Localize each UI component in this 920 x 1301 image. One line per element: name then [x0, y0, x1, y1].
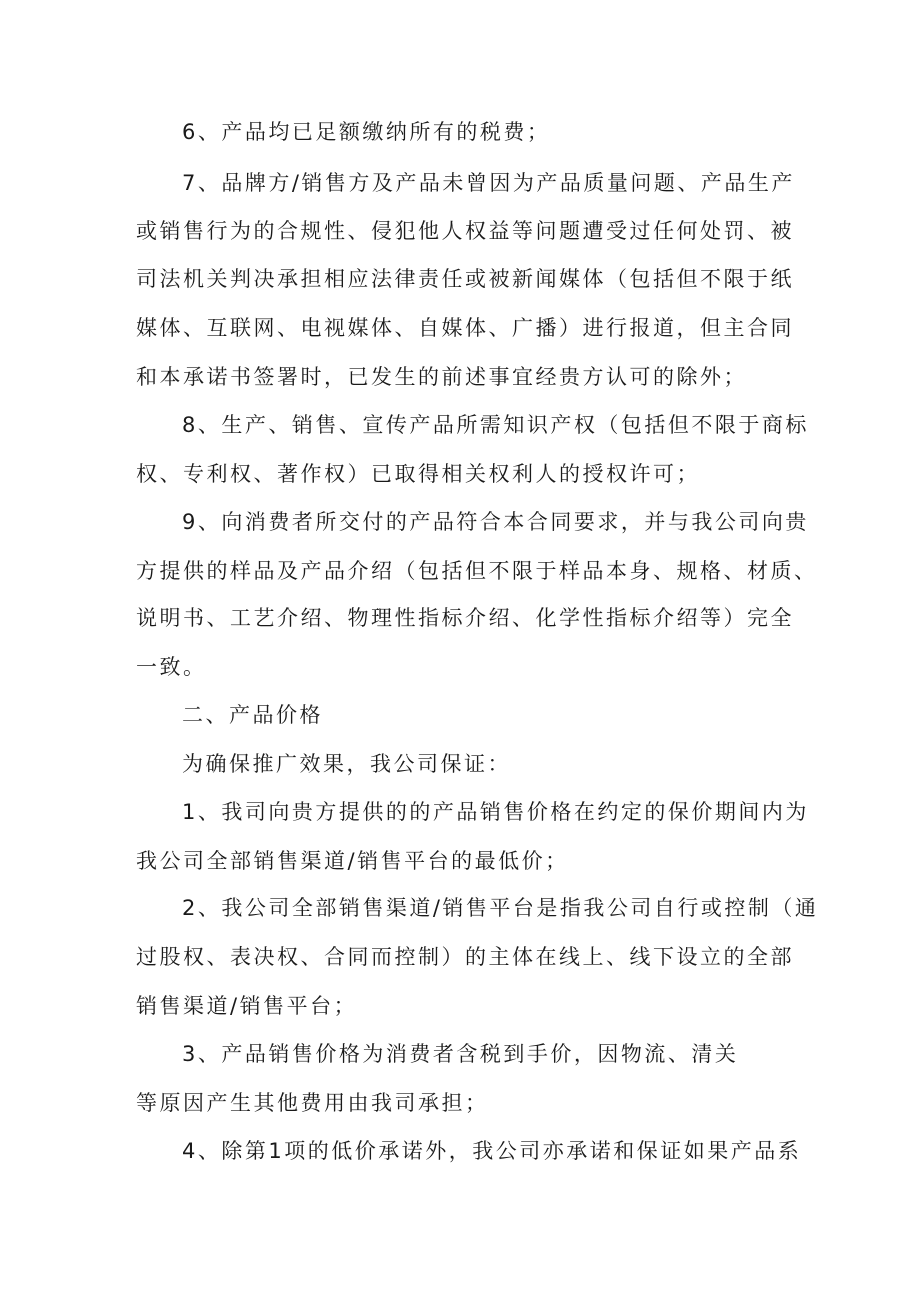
item-7-line-2: 或销售行为的合规性、侵犯他人权益等问题遭受过任何处罚、被 [136, 219, 794, 243]
item-8-line-1: 8、生产、销售、宣传产品所需知识产权（包括但不限于商标 [182, 413, 809, 437]
item-6-line-1: 6、产品均已足额缴纳所有的税费； [182, 120, 551, 144]
price-1-line-1: 1、我司向贵方提供的的产品销售价格在约定的保价期间内为 [182, 800, 809, 824]
price-2-line-2: 过股权、表决权、合同而控制）的主体在线上、线下设立的全部 [136, 945, 794, 969]
section-2-intro: 为确保推广效果，我公司保证： [182, 752, 511, 776]
item-7-line-4: 媒体、互联网、电视媒体、自媒体、广播）进行报道，但主合同 [136, 316, 794, 340]
item-9-line-1: 9、向消费者所交付的产品符合本合同要求，并与我公司向贵 [182, 510, 809, 534]
price-3-line-1: 3、产品销售价格为消费者含税到手价，因物流、清关 [182, 1042, 739, 1066]
item-9-line-3: 说明书、工艺介绍、物理性指标介绍、化学性指标介绍等）完全 [136, 606, 794, 630]
item-9-line-4: 一致。 [136, 655, 207, 679]
item-7-line-3: 司法机关判决承担相应法律责任或被新闻媒体（包括但不限于纸 [136, 267, 794, 291]
price-1-line-2: 我公司全部销售渠道/销售平台的最低价； [136, 849, 569, 873]
item-7-line-1: 7、品牌方/销售方及产品未曾因为产品质量问题、产品生产 [182, 171, 795, 195]
price-2-line-1: 2、我公司全部销售渠道/销售平台是指我公司自行或控制（通 [182, 896, 819, 920]
section-2-heading: 二、产品价格 [182, 703, 323, 727]
price-4-line-1: 4、除第1项的低价承诺外，我公司亦承诺和保证如果产品系 [182, 1139, 802, 1163]
item-7-line-5: 和本承诺书签署时，已发生的前述事宜经贵方认可的除外； [136, 365, 747, 389]
item-8-line-2: 权、专利权、著作权）已取得相关权利人的授权许可； [136, 462, 700, 486]
price-3-line-2: 等原因产生其他费用由我司承担； [136, 1091, 489, 1115]
price-2-line-3: 销售渠道/销售平台； [136, 994, 358, 1018]
item-9-line-2: 方提供的样品及产品介绍（包括但不限于样品本身、规格、材质、 [136, 559, 818, 583]
